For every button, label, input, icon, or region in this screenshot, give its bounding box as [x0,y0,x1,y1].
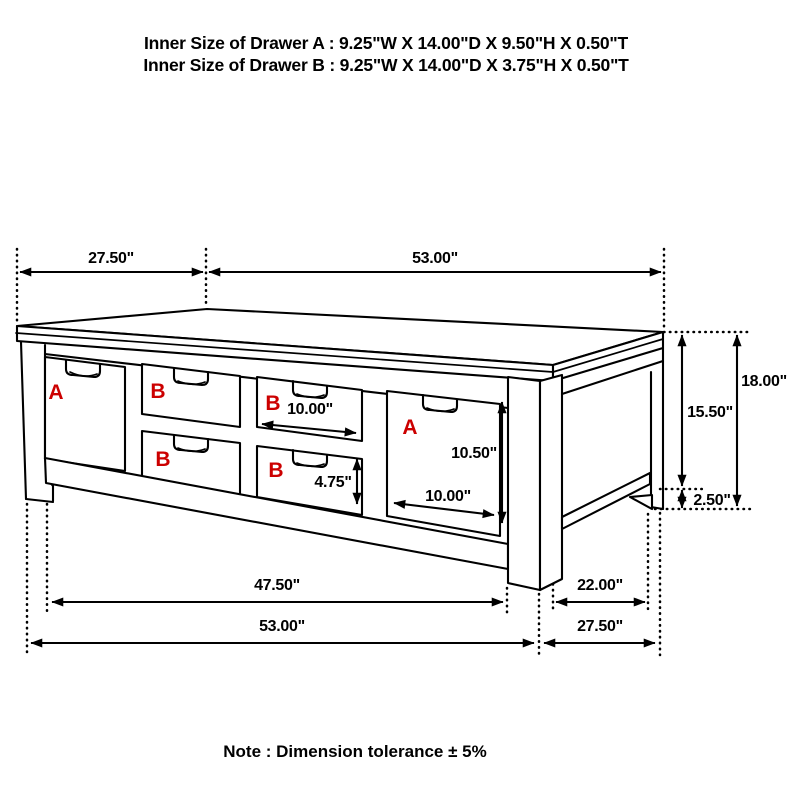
dim-total-height-label: 18.00" [741,373,787,390]
dim-base-width-label: 53.00" [259,618,305,635]
dim-drawer-a-height-label: 10.50" [451,445,497,462]
dim-top-width-label: 53.00" [412,250,458,267]
drawer-a-inner-size-text: Inner Size of Drawer A : 9.25"W X 14.00"D X 9.50"H X 0.50"T [143,33,629,53]
drawer-b-inner-size-text: Inner Size of Drawer B : 9.25"W X 14.00"D X 3.75"H X 0.50"T [143,55,629,75]
dim-inner-width-label: 47.50" [254,577,300,594]
dim-inner-depth-label: 22.00" [577,577,623,594]
drawer-letter-b-col2-bottom: B [268,459,284,482]
table-line-drawing [16,309,663,590]
construction-dotted-lines [17,249,754,655]
drawer-letter-a-right: A [402,416,418,439]
dim-drawer-a-width-label: 10.00" [425,488,471,505]
drawer-a-left [45,357,125,471]
drawer-letter-b-col1-bottom: B [155,448,171,471]
dim-base-depth-label: 27.50" [577,618,623,635]
dim-top-depth-label: 27.50" [88,250,134,267]
front-right-leg-side-face [540,375,562,590]
dim-foot-height-label: 2.50" [693,492,731,509]
drawer-letter-a-left: A [48,381,64,404]
dim-drawer-b-height-label: 4.75" [314,474,352,491]
back-right-foot-wedge [630,495,652,509]
drawer-letter-b-col2-top: B [265,392,281,415]
front-right-leg-front-face [508,377,540,590]
dim-drawer-b-width-label: 10.00" [287,401,333,418]
drawer-letter-b-col1-top: B [150,380,166,403]
dim-upper-height-label: 15.50" [687,404,733,421]
tolerance-note: Note : Dimension tolerance ± 5% [223,742,487,761]
